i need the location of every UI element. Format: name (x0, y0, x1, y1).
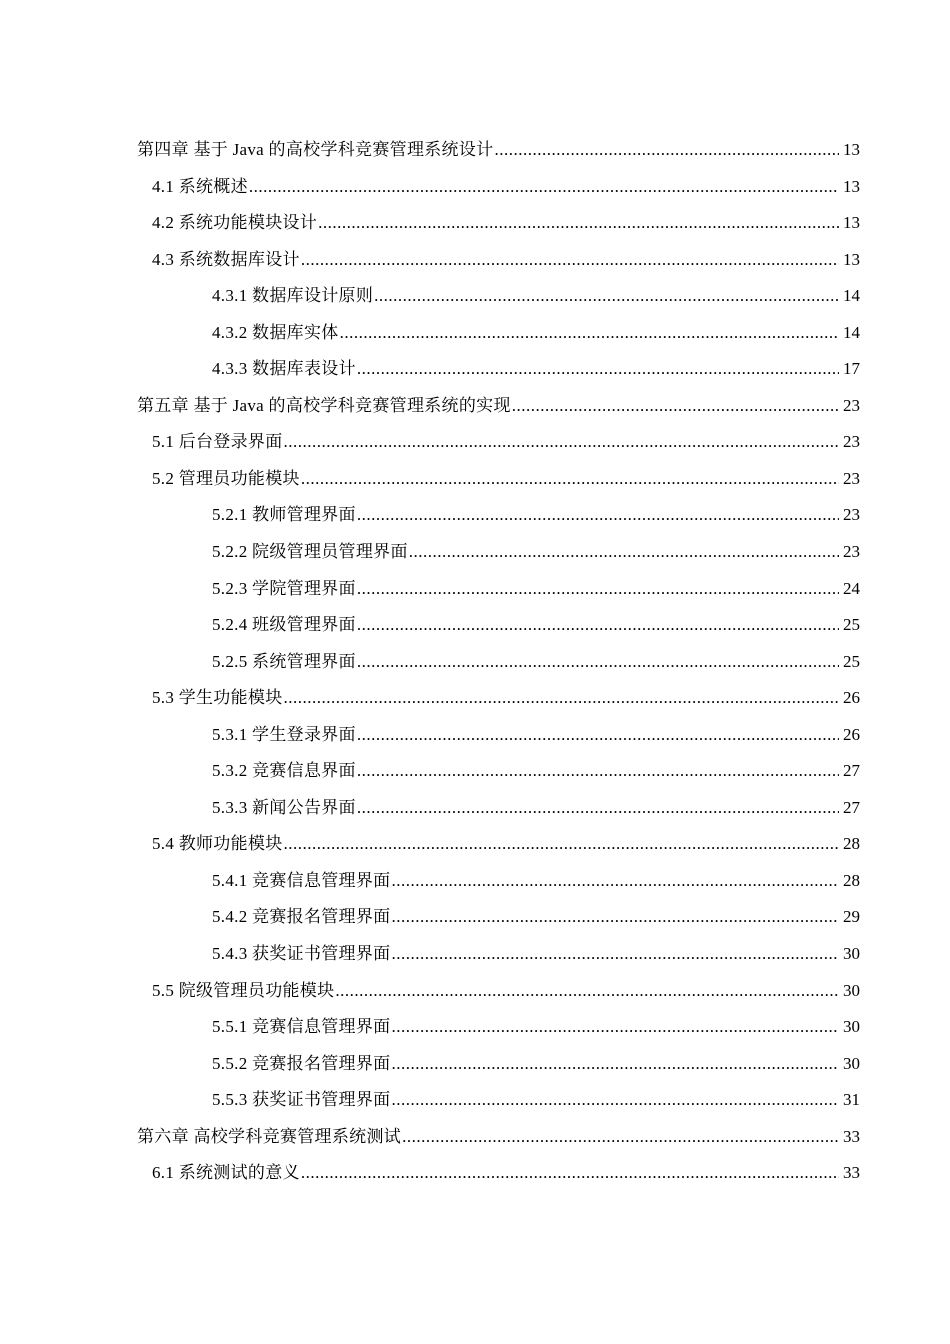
toc-entry-level-2[interactable] (137, 209, 860, 246)
toc-page-number: 23 (843, 432, 860, 452)
toc-page-number: 24 (843, 578, 860, 598)
toc-page-number: 30 (843, 980, 860, 1000)
toc-page-number: 23 (843, 505, 860, 525)
toc-page-number: 27 (843, 761, 860, 781)
toc-page-number: 29 (843, 907, 860, 927)
toc-entry-title: 6.1 系统测试的意义 (152, 1163, 300, 1183)
toc-entry-level-3[interactable] (137, 757, 860, 794)
toc-entry-level-2[interactable] (137, 684, 860, 721)
toc-entry-title: 第六章 高校学科竞赛管理系统测试 (137, 1126, 402, 1146)
toc-page-number: 23 (843, 395, 860, 415)
toc-entry-level-3[interactable] (137, 940, 860, 977)
toc-entry-level-3[interactable] (137, 355, 860, 392)
toc-page-number: 33 (843, 1163, 860, 1183)
toc-entry-title: 4.1 系统概述 (152, 176, 248, 196)
toc-dot-leader (374, 282, 839, 310)
toc-page-number: 30 (843, 1053, 860, 1073)
toc-entry-title: 5.5.1 竞赛信息管理界面 (212, 1017, 391, 1037)
toc-entry-title: 5.5.2 竞赛报名管理界面 (212, 1053, 391, 1073)
toc-entry-title: 5.3.2 竞赛信息界面 (212, 761, 356, 781)
toc-page-number: 17 (843, 359, 860, 379)
toc-entry-title: 5.4.1 竞赛信息管理界面 (212, 870, 391, 890)
toc-entry-level-3[interactable] (137, 903, 860, 940)
toc-dot-leader (357, 648, 839, 676)
toc-dot-leader (391, 1013, 839, 1041)
toc-page-number: 33 (843, 1126, 860, 1146)
toc-dot-leader (402, 1123, 839, 1151)
toc-entry-title: 5.2.4 班级管理界面 (212, 615, 356, 635)
toc-page-number: 13 (843, 140, 860, 159)
toc-entry-title: 5.5.3 获奖证书管理界面 (212, 1090, 391, 1110)
toc-dot-leader (357, 611, 839, 639)
toc-dot-leader (318, 209, 839, 237)
toc-page-number: 13 (843, 249, 860, 269)
toc-entry-title: 4.3.2 数据库实体 (212, 322, 339, 342)
toc-dot-leader (340, 319, 839, 347)
toc-page-number: 14 (843, 286, 860, 306)
toc-entry-level-2[interactable] (137, 246, 860, 283)
toc-page-number: 27 (843, 797, 860, 817)
toc-dot-leader (301, 465, 839, 493)
toc-entry-title: 5.3 学生功能模块 (152, 688, 283, 708)
toc-dot-leader (284, 684, 840, 712)
toc-page-number: 13 (843, 213, 860, 233)
toc-page-number: 30 (843, 944, 860, 964)
toc-page-number: 13 (843, 176, 860, 196)
toc-entry-title: 5.1 后台登录界面 (152, 432, 283, 452)
toc-page-number: 28 (843, 870, 860, 890)
toc-page-number: 25 (843, 615, 860, 635)
toc-entry-title: 5.2.3 学院管理界面 (212, 578, 356, 598)
toc-entry-level-3[interactable] (137, 611, 860, 648)
toc-entry-level-3[interactable] (137, 319, 860, 356)
toc-dot-leader (391, 1086, 839, 1114)
toc-page-number: 26 (843, 724, 860, 744)
table-of-contents (137, 136, 860, 1196)
toc-entry-level-2[interactable] (137, 173, 860, 210)
toc-page-number: 23 (843, 542, 860, 562)
toc-page-number: 30 (843, 1017, 860, 1037)
toc-dot-leader (357, 501, 839, 529)
toc-entry-level-1[interactable] (137, 1123, 860, 1160)
toc-entry-level-3[interactable] (137, 538, 860, 575)
toc-dot-leader (249, 173, 839, 201)
toc-entry-title: 4.3.3 数据库表设计 (212, 359, 356, 379)
toc-dot-leader (391, 940, 839, 968)
toc-entry-title: 5.4.3 获奖证书管理界面 (212, 944, 391, 964)
toc-entry-level-2[interactable] (137, 830, 860, 867)
toc-entry-level-3[interactable] (137, 282, 860, 319)
toc-page-number: 31 (843, 1090, 860, 1110)
toc-entry-level-3[interactable] (137, 648, 860, 685)
toc-dot-leader (391, 867, 839, 895)
toc-entry-title: 5.2 管理员功能模块 (152, 468, 300, 488)
toc-page-number: 28 (843, 834, 860, 854)
toc-entry-level-3[interactable] (137, 1086, 860, 1123)
toc-dot-leader (409, 538, 839, 566)
toc-entry-title: 第五章 基于 Java 的高校学科竞赛管理系统的实现 (137, 395, 511, 415)
toc-page-number: 26 (843, 688, 860, 708)
toc-entry-title: 5.4 教师功能模块 (152, 834, 283, 854)
toc-entry-level-3[interactable] (137, 1013, 860, 1050)
toc-entry-level-1[interactable] (137, 392, 860, 429)
toc-entry-level-2[interactable] (137, 428, 860, 465)
toc-entry-title: 第四章 基于 Java 的高校学科竞赛管理系统设计 (137, 140, 494, 159)
toc-entry-title: 4.3.1 数据库设计原则 (212, 286, 374, 306)
toc-page-number: 14 (843, 322, 860, 342)
toc-dot-leader (301, 246, 839, 274)
toc-entry-level-2[interactable] (137, 977, 860, 1014)
toc-dot-leader (391, 1050, 839, 1078)
toc-dot-leader (357, 575, 839, 603)
toc-entry-level-2[interactable] (137, 1159, 860, 1196)
toc-entry-level-1[interactable] (137, 136, 860, 173)
toc-page-number: 23 (843, 468, 860, 488)
toc-entry-title: 5.2.1 教师管理界面 (212, 505, 356, 525)
toc-entry-level-3[interactable] (137, 794, 860, 831)
toc-dot-leader (357, 757, 839, 785)
toc-dot-leader (284, 830, 840, 858)
toc-dot-leader (335, 977, 839, 1005)
toc-entry-level-2[interactable] (137, 465, 860, 502)
toc-dot-leader (284, 428, 840, 456)
toc-dot-leader (357, 355, 839, 383)
toc-entry-level-3[interactable] (137, 501, 860, 538)
toc-entry-title: 5.2.2 院级管理员管理界面 (212, 542, 408, 562)
toc-entry-level-3[interactable] (137, 575, 860, 612)
toc-entry-level-3[interactable] (137, 721, 860, 758)
toc-entry-title: 4.3 系统数据库设计 (152, 249, 300, 269)
toc-entry-title: 4.2 系统功能模块设计 (152, 213, 318, 233)
toc-page-number: 25 (843, 651, 860, 671)
toc-entry-title: 5.5 院级管理员功能模块 (152, 980, 335, 1000)
toc-entry-title: 5.3.1 学生登录界面 (212, 724, 356, 744)
toc-entry-level-3[interactable] (137, 1050, 860, 1087)
toc-dot-leader (301, 1159, 839, 1187)
toc-entry-title: 5.4.2 竞赛报名管理界面 (212, 907, 391, 927)
toc-entry-title: 5.2.5 系统管理界面 (212, 651, 356, 671)
toc-entry-level-3[interactable] (137, 867, 860, 904)
toc-dot-leader (512, 392, 839, 420)
toc-dot-leader (357, 794, 839, 822)
toc-dot-leader (357, 721, 839, 749)
toc-dot-leader (391, 903, 839, 931)
toc-entry-title: 5.3.3 新闻公告界面 (212, 797, 356, 817)
toc-dot-leader (494, 136, 839, 164)
